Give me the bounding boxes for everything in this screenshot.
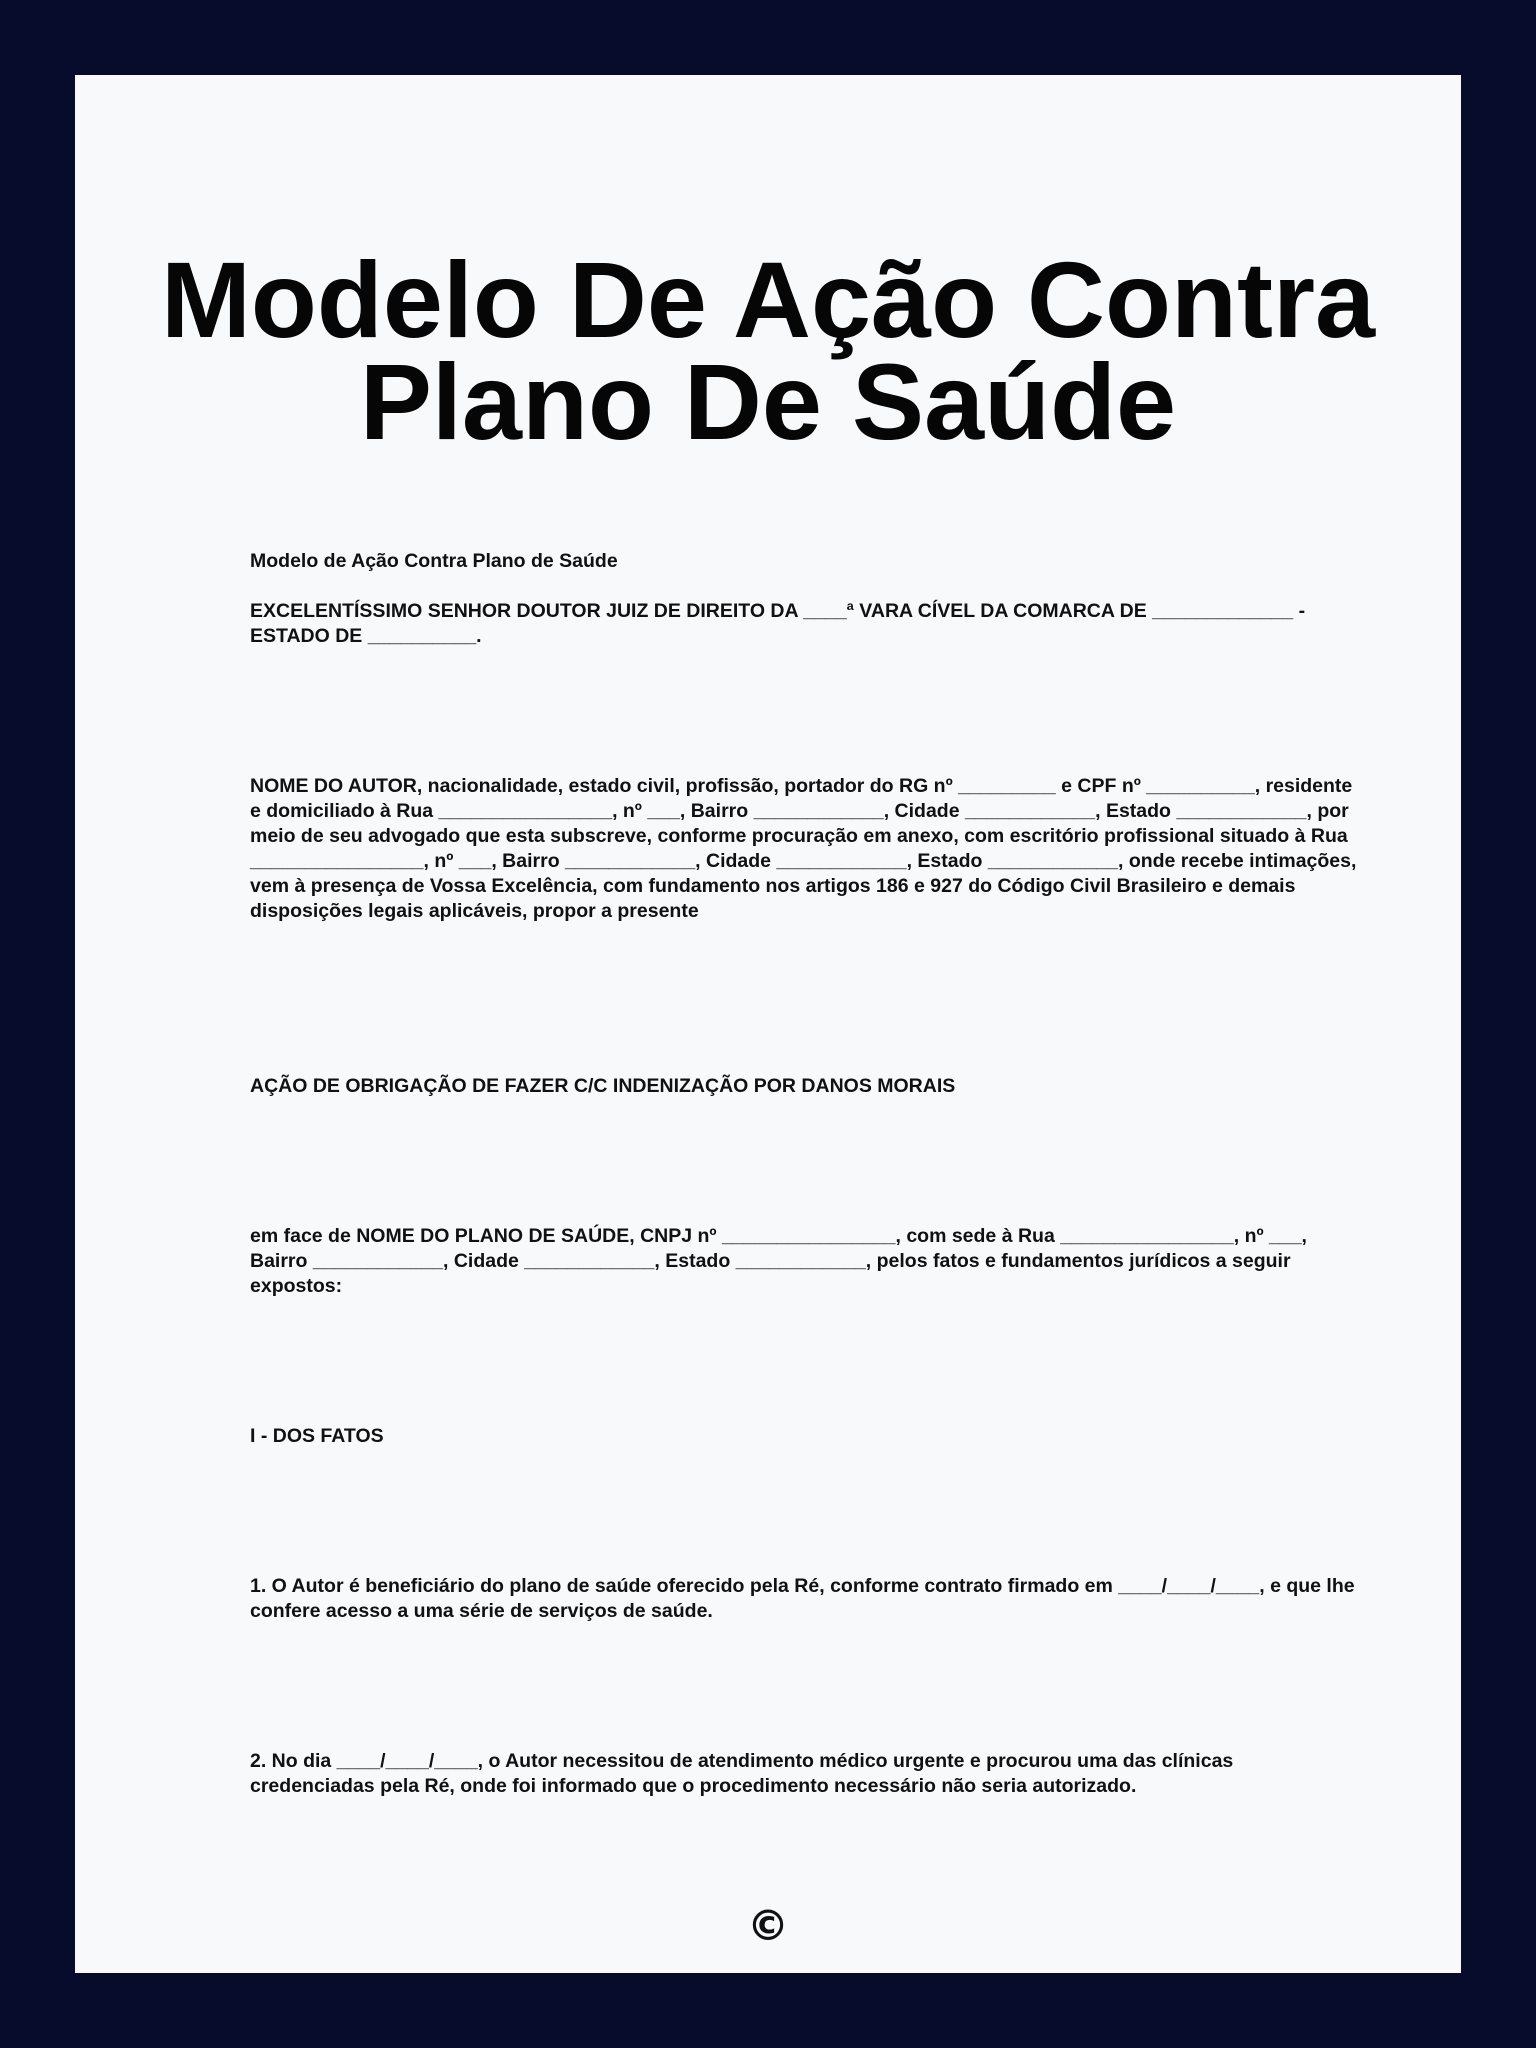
- defendant-qualification-paragraph: em face de NOME DO PLANO DE SAÚDE, CNPJ nº ________________, com sede à Rua ________________, nº ___, Bairro ____________, Cidade ____________, Estado ____________, pelos fatos e fundamentos jurídicos a seguir expostos:: [250, 1225, 1307, 1297]
- document-title-line-1: Modelo De Ação Contra: [160, 239, 1376, 360]
- fact-item-2: 2. No dia ____/____/____, o Autor necessitou de atendimento médico urgente e procurou uma das clínicas credenciadas pela Ré, onde foi informado que o procedimento necessário não seria autorizado.: [250, 1750, 1234, 1797]
- court-address-paragraph: EXCELENTÍSSIMO SENHOR DOUTOR JUIZ DE DIREITO DA ____ª VARA CÍVEL DA COMARCA DE _____________ - ESTADO DE __________.: [250, 600, 1306, 647]
- document-title-line-2: Plano De Saúde: [359, 341, 1177, 462]
- document-subtitle: Modelo de Ação Contra Plano de Saúde: [250, 550, 618, 572]
- action-name-heading: AÇÃO DE OBRIGAÇÃO DE FAZER C/C INDENIZAÇÃO POR DANOS MORAIS: [250, 1075, 956, 1097]
- facts-section-heading: I - DOS FATOS: [250, 1425, 384, 1447]
- plaintiff-qualification-paragraph: NOME DO AUTOR, nacionalidade, estado civil, profissão, portador do RG nº _________ e CPF nº __________, residente e domiciliado à Rua ________________, nº ___, Bairro ____________, Cidade ____________, Estado ____________, por meio de seu advogado que esta subscreve, conforme procuração em anexo, com escritório profissional situado à Rua ________________, nº ___, Bairro ____________, Cidade ____________, Estado ____________, onde recebe intimações, vem à presença de Vossa Excelência, com fundamento nos artigos 186 e 927 do Código Civil Brasileiro e demais disposições legais aplicáveis, propor a presente: [250, 775, 1357, 922]
- document-page: [75, 75, 1461, 1973]
- fact-item-1: 1. O Autor é beneficiário do plano de saúde oferecido pela Ré, conforme contrato firmado em ____/____/____, e que lhe confere acesso a uma série de serviços de saúde.: [250, 1575, 1355, 1622]
- copyright-icon: ©: [747, 1901, 789, 1950]
- document-title: [75, 239, 1461, 462]
